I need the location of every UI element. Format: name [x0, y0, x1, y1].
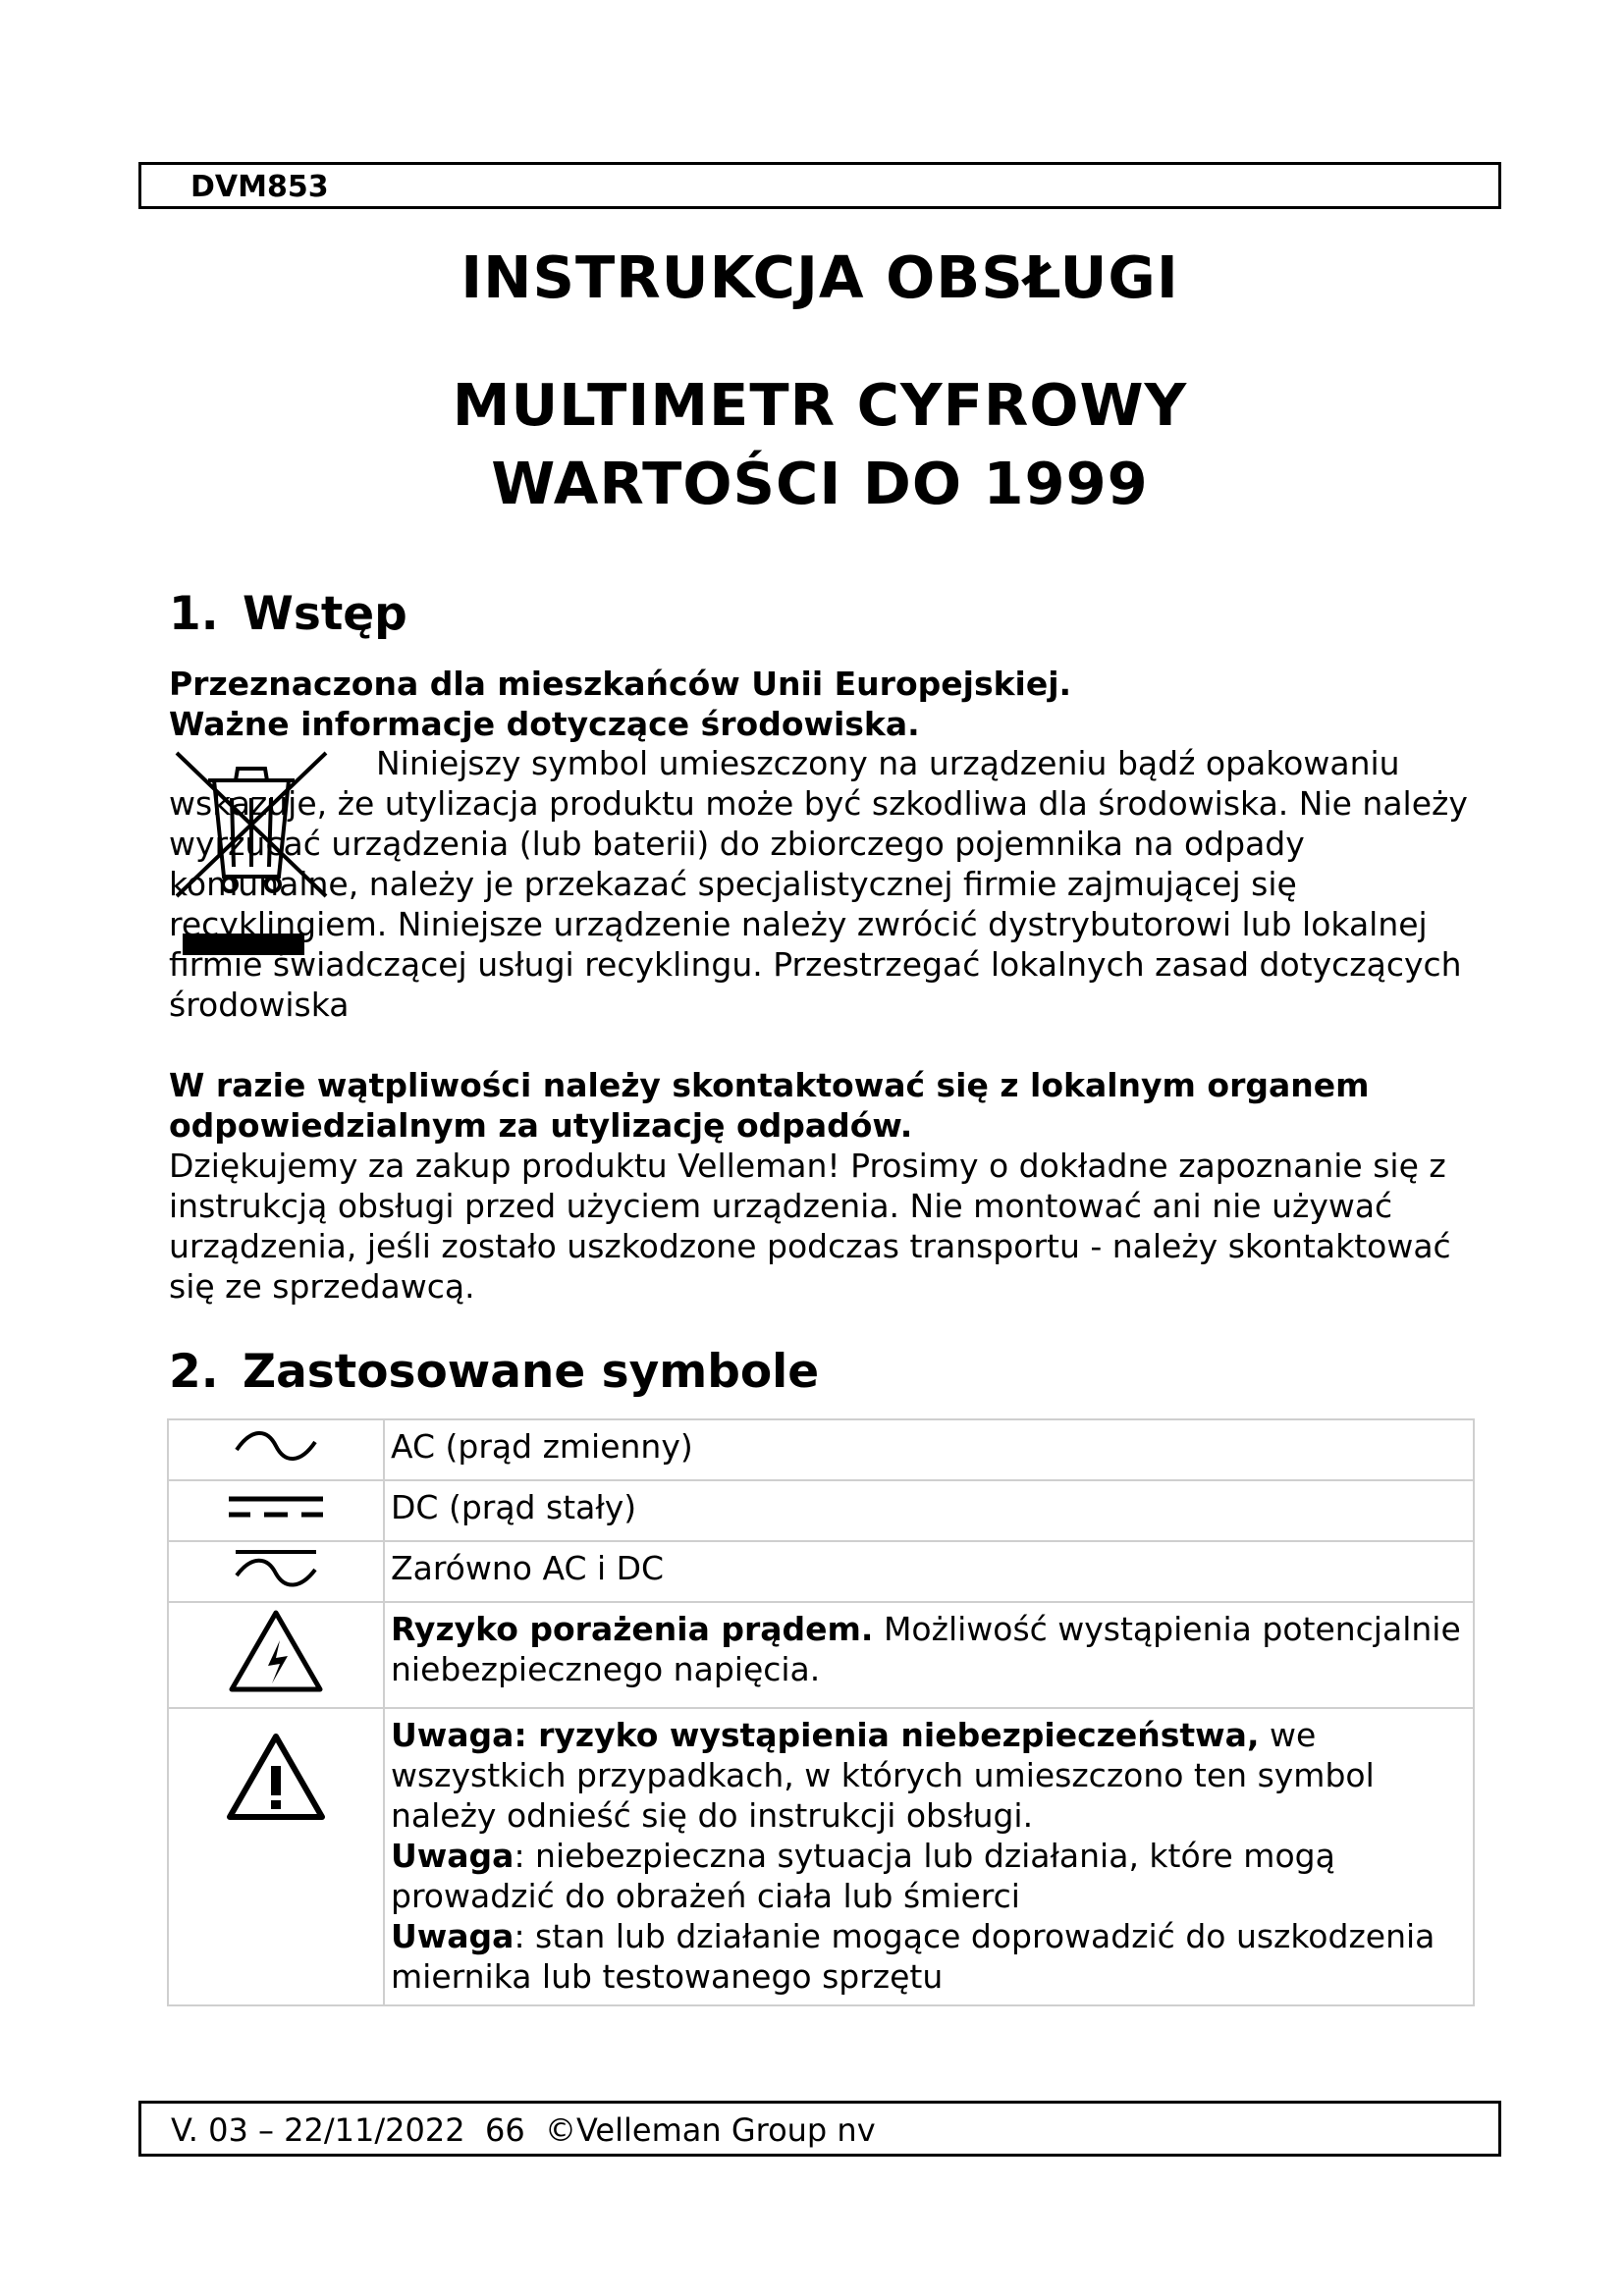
footer-box [138, 2101, 1501, 2157]
shock-risk-title: Ryzyko porażenia prądem. [391, 1610, 874, 1648]
footer-text: V. 03 – 22/11/2022 66 ©Velleman Group nv [171, 2111, 876, 2149]
section-2-title: Zastosowane symbole [243, 1345, 820, 1399]
environment-text: Niniejszy symbol umieszczony na urządzeniu bądź opakowaniu wskazuje, że utylizacja produktu może być szkodliwa dla środowiska. Nie należy wyrzucać urządzenia (lub baterii) do zbiorczego pojemnika na odpady komunalne, należy je przekazać specjalistycznej firmie zajmującej się recyklingiem. Niniejsze urządzenie należy zwrócić dystrybutorowi lub lokalnej firmie świadczącej usługi recyklingu. Przestrzegać lokalnych zasad dotyczących środowiska [169, 744, 1468, 1024]
ac-dc-icon [232, 1546, 320, 1589]
note-1-label: Uwaga [391, 1837, 514, 1875]
table-row [168, 1708, 1474, 2005]
table-row [168, 1602, 1474, 1708]
thank-you-text: Dziękujemy za zakup produktu Velleman! Prosimy o dokładne zapoznanie się z instrukcją obsługi przed użyciem urządzenia. Nie montować ani nie używać urządzenia, jeśli zostało uszkodzone podczas transportu - należy skontaktować się ze sprzedawcą. [169, 1147, 1451, 1306]
note-1-text: : niebezpieczna sytuacja lub działania, które mogą prowadzić do obrażeń ciała lub śmierci [391, 1837, 1335, 1915]
model-label: DVM853 [190, 170, 329, 204]
shock-risk-text: Możliwość wystąpienia potencjalnie niebezpiecznego napięcia. [391, 1610, 1461, 1688]
ac-wave-icon [232, 1426, 320, 1466]
ac-dc-label: Zarówno AC i DC [391, 1549, 665, 1587]
note-2-label: Uwaga [391, 1917, 514, 1955]
dc-label: DC (prąd stały) [391, 1488, 637, 1526]
caution-title: Uwaga: ryzyko wystąpienia niebezpieczeństwa, [391, 1716, 1260, 1754]
caution-text: we wszystkich przypadkach, w których umieszczono ten symbol należy odnieść się do instrukcji obsługi. [391, 1716, 1375, 1835]
section-2-number: 2. [169, 1345, 219, 1399]
subtitle-line-2: WARTOŚCI DO 1999 [491, 450, 1149, 517]
note-2-text: : stan lub działanie mogące doprowadzić do uszkodzenia miernika lub testowanego sprzętu [391, 1917, 1435, 1996]
caution-icon [225, 1731, 327, 1823]
section-1-heading [169, 587, 407, 642]
table-row [168, 1480, 1474, 1541]
section-1-title: Wstęp [243, 587, 407, 641]
disposal-doubt-note: W razie wątpliwości należy skontaktować się z lokalnym organem odpowiedzialnym za utylizację odpadów. [169, 1066, 1370, 1145]
symbols-table [167, 1418, 1475, 2006]
subtitle-line-1: MULTIMETR CYFROWY [452, 371, 1188, 439]
table-row [168, 1541, 1474, 1602]
eu-residents-note: Przeznaczona dla mieszkańców Unii Europejskiej. [169, 665, 1072, 703]
section-2-heading [169, 1345, 819, 1400]
dc-line-icon [227, 1487, 325, 1526]
environment-heading: Ważne informacje dotyczące środowiska. [169, 705, 920, 743]
main-title: INSTRUKCJA OBSŁUGI [460, 243, 1179, 311]
section-1-number: 1. [169, 587, 219, 641]
header-box [138, 162, 1501, 209]
shock-warning-icon [227, 1607, 325, 1695]
table-row [168, 1419, 1474, 1480]
ac-label: AC (prąd zmienny) [391, 1427, 693, 1466]
